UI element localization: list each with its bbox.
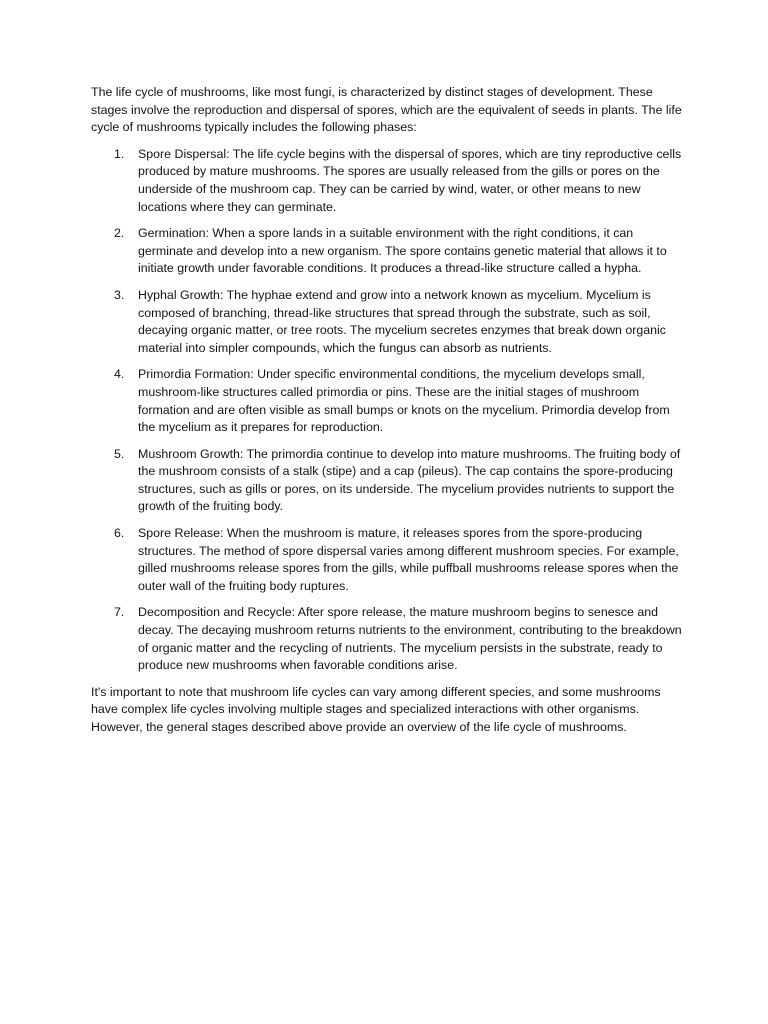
list-item-text: Mushroom Growth: The primordia continue to develop into mature mushrooms. The fruiting body of the mushroom consists of a stalk (stipe) and a cap (pileus). The cap contains the spore-producing structures, such as gills or pores, on its underside. The mycelium provides nutrients to support the growth of the fruiting body.	[138, 446, 681, 514]
list-item-text: Spore Dispersal: The life cycle begins with the dispersal of spores, which are tiny reproductive cells produced by mature mushrooms. The spores are usually released from the gills or pores on the underside of the mushroom cap. They can be carried by wind, water, or other means to new locations where they can germinate.	[138, 146, 682, 214]
list-item-spore-dispersal	[91, 146, 683, 216]
list-item-number: 5.	[114, 446, 125, 461]
list-item-text: Hyphal Growth: The hyphae extend and grow into a network known as mycelium. Mycelium is composed of branching, thread-like structures that spread through the substrate, such as soil, decaying organic matter, or tree roots. The mycelium secretes enzymes that break down organic material into simpler compounds, which the fungus can absorb as nutrients.	[138, 287, 666, 355]
list-item-mushroom-growth	[91, 446, 683, 516]
list-item-text: Spore Release: When the mushroom is mature, it releases spores from the spore-producing structures. The method of spore dispersal varies among different mushroom species. For example, gilled mushrooms release spores from the gills, while puffball mushrooms release spores when the outer wall of the fruiting body ruptures.	[138, 526, 679, 593]
list-item-text: Primordia Formation: Under specific environmental conditions, the mycelium develops small, mushroom-like structures called primordia or pins. These are the initial stages of mushroom formation and are often visible as small bumps or knots on the mycelium. Primordia develop from the mycelium as it prepares for reproduction.	[138, 367, 670, 435]
list-item-decomposition-and-recycle	[91, 604, 683, 674]
list-item-germination	[91, 225, 683, 278]
document-page	[91, 84, 683, 737]
list-item-text: Decomposition and Recycle: After spore release, the mature mushroom begins to senesce and decay. The decaying mushroom returns nutrients to the environment, contributing to the breakdown of organic matter and the recycling of nutrients. The mycelium persists in the substrate, ready to produce new mushrooms when favorable conditions arise.	[138, 605, 682, 673]
list-item-primordia-formation	[91, 366, 683, 436]
list-item-spore-release	[91, 525, 683, 595]
list-item-number: 7.	[114, 605, 125, 620]
intro-paragraph: The life cycle of mushrooms, like most fungi, is characterized by distinct stages of development. These stages involve the reproduction and dispersal of spores, which are the equivalent of seeds in plants. The life cycle of mushrooms typically includes the following phases:	[91, 85, 682, 135]
list-item-hyphal-growth	[91, 287, 683, 357]
list-item-number: 2.	[114, 226, 125, 241]
list-item-number: 3.	[114, 287, 125, 302]
list-item-text: Germination: When a spore lands in a suitable environment with the right conditions, it can germinate and develop into a new organism. The spore contains genetic material that allows it to initiate growth under favorable conditions. It produces a thread-like structure called a hypha.	[138, 226, 667, 276]
list-item-number: 4.	[114, 367, 125, 382]
life-cycle-steps-list	[91, 146, 683, 675]
closing-paragraph: It's important to note that mushroom life cycles can vary among different species, and some mushrooms have complex life cycles involving multiple stages and specialized interactions with other organisms. However, the general stages described above provide an overview of the life cycle of mushrooms.	[91, 684, 661, 734]
list-item-number: 6.	[114, 526, 125, 541]
list-item-number: 1.	[114, 146, 125, 161]
